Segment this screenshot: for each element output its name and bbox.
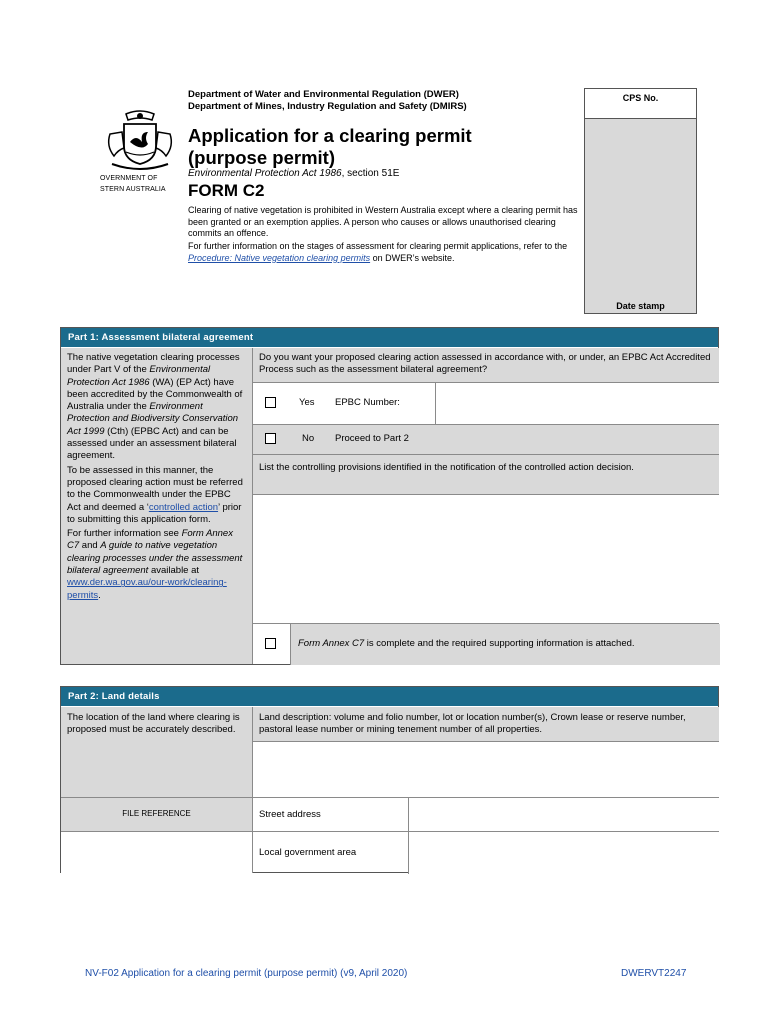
p1-text-b: (WA) (EP Act) have been accredited by the Commonwealth of Australia under the — [67, 376, 243, 413]
annex-confirm-cell — [290, 624, 720, 665]
bilateral-question: Do you want your proposed clearing action assessed in accordance with, or under, an EPBC Act Accredited Process such as the assessment bilateral agreement? — [252, 348, 719, 382]
yes-checkbox[interactable] — [265, 397, 276, 408]
act-reference — [188, 168, 399, 179]
part2-section — [60, 686, 719, 873]
further-info-suffix: on DWER’s website. — [370, 252, 455, 263]
part1-info-p2 — [67, 465, 246, 526]
p3-text-d: . — [98, 589, 101, 601]
part1-info-p1 — [67, 352, 246, 463]
land-description-input[interactable] — [252, 741, 719, 797]
annex-name: Form Annex C7 — [298, 638, 365, 649]
lga-label: Local government area — [259, 847, 357, 858]
part1-section — [60, 327, 719, 665]
annex-confirm-text — [298, 638, 635, 650]
no-row — [252, 424, 719, 454]
title-line2: (purpose permit) — [188, 147, 335, 168]
procedure-link[interactable]: Procedure: Native vegetation clearing permits — [188, 252, 371, 263]
act-name: Environmental Protection Act 1986 — [188, 168, 342, 179]
yes-row — [252, 382, 719, 424]
dept-dmirs: Department of Mines, Industry Regulation and Safety (DMIRS) — [188, 101, 467, 112]
lga-row — [252, 831, 719, 873]
part1-heading: Part 1: Assessment bilateral agreement — [61, 328, 718, 347]
further-info-paragraph — [188, 241, 578, 264]
land-description-label: Land description: volume and folio number, lot or location number(s), Crown lease or reserve number, pastoral lease number or mining tenement number of all properties. — [252, 707, 719, 741]
logo-text-line1: OVERNMENT OF — [100, 175, 158, 182]
clearing-permits-link[interactable]: www.der.wa.gov.au/our-work/clearing-permits — [67, 577, 227, 601]
p3-text-c: available at — [148, 565, 200, 577]
proceed-label: Proceed to Part 2 — [335, 433, 409, 444]
further-info-text: For further information on the stages of assessment for clearing permit applications, refer to the — [188, 241, 568, 251]
act-section: , section 51E — [341, 168, 400, 179]
logo-text-line2: STERN AUSTRALIA — [100, 186, 166, 193]
epbc-number-label: EPBC Number: — [335, 397, 400, 408]
page-title — [188, 125, 548, 169]
part1-info-p3 — [67, 528, 246, 602]
street-address-label: Street address — [259, 809, 321, 820]
p1-ep-act: Environmental Protection Act 1986 — [67, 364, 211, 388]
date-stamp-label: Date stamp — [616, 301, 665, 311]
controlling-provisions-input[interactable] — [252, 494, 719, 623]
annex-rest: is complete and the required supporting information is attached. — [364, 638, 635, 649]
p3-annex: Form Annex C7 — [67, 528, 233, 552]
p3-guide: A guide to native vegetation clearing processes under the assessment bilateral agreement — [67, 540, 243, 577]
p2-text-a: To be assessed in this manner, the proposed clearing action must be referred to the Commonwealth under the EPBC Act and deemed a ‘ — [67, 464, 243, 513]
p1-text-a: The native vegetation clearing processes under Part V of the — [67, 352, 240, 376]
yes-label: Yes — [299, 397, 315, 408]
intro-paragraph: Clearing of native vegetation is prohibited in Western Australia except where a clearing permit has been granted or an exemption applies. A person who causes or allows unauthorised clearing commits an offence. — [188, 205, 578, 238]
epbc-number-input[interactable] — [435, 383, 720, 425]
government-logo — [100, 108, 184, 194]
annex-checkbox[interactable] — [265, 638, 276, 649]
lga-input[interactable] — [408, 832, 720, 874]
location-info: The location of the land where clearing is proposed must be accurately described. — [61, 707, 252, 797]
controlled-action-link[interactable]: controlled action — [148, 501, 219, 513]
cps-box — [584, 88, 697, 314]
controlling-provisions-label: List the controlling provisions identified in the notification of the controlled action decision. — [252, 454, 719, 494]
coat-of-arms-icon — [102, 108, 178, 172]
dept-dwer: Department of Water and Environmental Regulation (DWER) — [188, 89, 459, 100]
form-code: FORM C2 — [188, 181, 265, 200]
p2-text-b: ’ prior to submitting this application form. — [67, 501, 242, 525]
annex-confirm-row — [252, 623, 719, 664]
p1-text-c: (Cth) (EPBC Act) and can be assessed under an assessment bilateral agreement. — [67, 425, 237, 462]
department-names — [188, 89, 467, 113]
file-reference-label — [61, 797, 252, 831]
street-address-input[interactable] — [408, 798, 720, 832]
part1-info-panel — [61, 348, 252, 664]
p1-epbc-act: Environment Protection and Biodiversity Conservation Act 1999 — [67, 401, 239, 437]
no-checkbox[interactable] — [265, 433, 276, 444]
p3-text-a: For further information see — [67, 528, 182, 540]
footer-form-reference: NV-F02 Application for a clearing permit (purpose permit) (v9, April 2020) — [85, 968, 408, 979]
title-line1: Application for a clearing permit — [188, 125, 472, 146]
file-reference-text: FILE REFERENCE — [122, 809, 191, 818]
file-reference-input[interactable] — [61, 831, 252, 873]
cps-no-label: CPS No. — [585, 89, 696, 119]
p3-text-b: and — [79, 540, 101, 552]
part2-heading: Part 2: Land details — [61, 687, 718, 706]
no-label: No — [302, 433, 315, 444]
street-address-row — [252, 797, 719, 831]
footer-code: DWERVT2247 — [621, 968, 687, 979]
